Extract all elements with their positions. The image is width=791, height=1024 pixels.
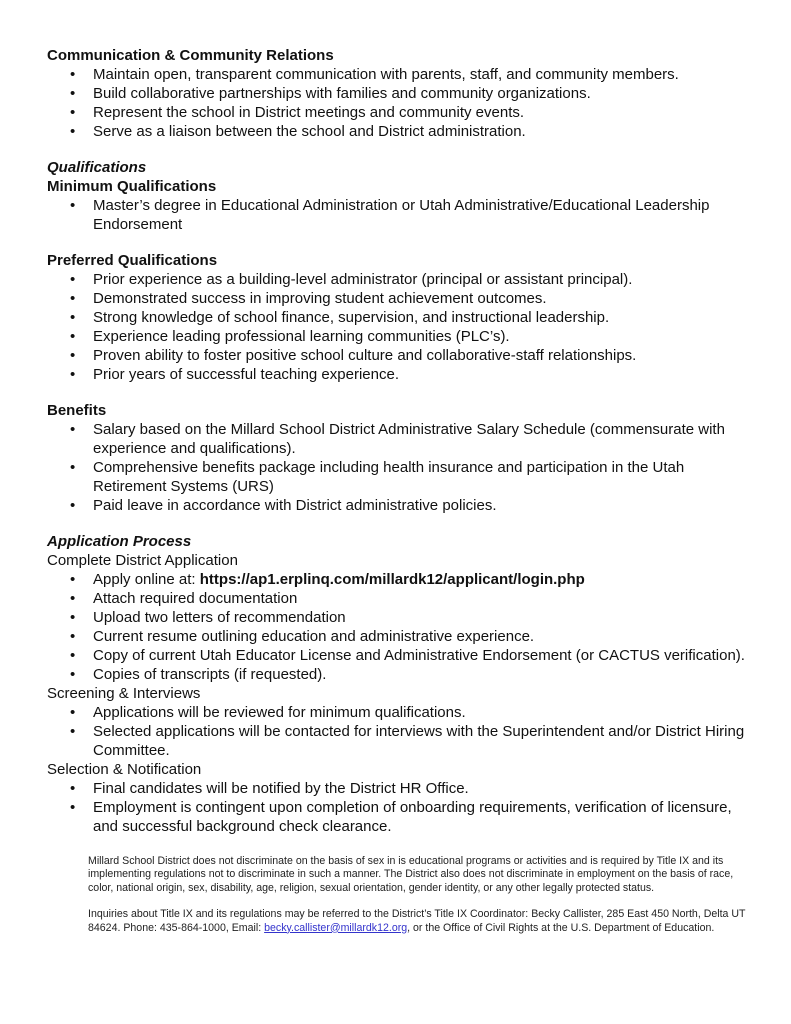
preferred-qualifications-bullet-list [47,270,746,384]
bullet-item: • Applications will be reviewed for minimum qualifications. [47,703,746,722]
section-heading-application-process: Application Process [47,533,192,550]
bullet-item: • Proven ability to foster positive school culture and collaborative-staff relationships. [47,346,746,365]
complete-application-bullet-list [47,570,746,684]
bullet-item: • Experience leading professional learning communities (PLC’s). [47,327,746,346]
title-ix-contact [88,908,746,935]
bullet-item: • Salary based on the Millard School District Administrative Salary Schedule (commensurate with experience and qualifications). [47,420,746,458]
selection-bullet-list [47,779,746,836]
bullet-item: • Comprehensive benefits package including health insurance and participation in the Utah Retirement Systems (URS) [47,458,746,496]
bullet-item-apply-online [47,570,746,589]
screening-bullet-list [47,703,746,760]
bullet-item: • Prior years of successful teaching experience. [47,365,746,384]
apply-online-label: Apply online at: [93,571,200,588]
section-heading-communication: Communication & Community Relations [47,47,334,64]
benefits-bullet-list [47,420,746,515]
bullet-item: • Strong knowledge of school finance, supervision, and instructional leadership. [47,308,746,327]
bullet-item: • Demonstrated success in improving student achievement outcomes. [47,289,746,308]
legal-footer [88,855,746,935]
section-heading-benefits: Benefits [47,402,107,419]
bullet-item: • Upload two letters of recommendation [47,608,746,627]
bullet-item: • Attach required documentation [47,589,746,608]
title-ix-contact-text: Inquiries about Title IX and its regulations may be referred to the District’s Title IX Coordinator: Becky Callister, 285 East 450 North, Delta UT 84624. Phone: 435-864-1000, Email: [88,908,746,934]
non-discrimination-notice: Millard School District does not discriminate on the basis of sex in is educational programs or activities and is required by Title IX and its implementing regulations not to discriminate in such a manner. The District also does not discriminate in employment on the basis of race, color, national origin, sex, disability, age, religion, sexual orientation, gender identity, or any other legally protected status. [88,855,734,894]
subheading-selection-notification: Selection & Notification [47,761,202,778]
subheading-screening-interviews: Screening & Interviews [47,685,201,702]
communication-bullet-list [47,65,746,141]
bullet-item: • Copies of transcripts (if requested). [47,665,746,684]
bullet-item: • Prior experience as a building-level administrator (principal or assistant principal). [47,270,746,289]
bullet-item: • Master’s degree in Educational Administration or Utah Administrative/Educational Leadership Endorsement [47,196,746,234]
application-url: https://ap1.erplinq.com/millardk12/applicant/login.php [199,571,585,588]
bullet-item: • Paid leave in accordance with District administrative policies. [47,496,746,515]
bullet-item: • Selected applications will be contacted for interviews with the Superintendent and/or District Hiring Committee. [47,722,746,760]
email-link[interactable]: becky.callister@millardk12.org [264,921,408,934]
bullet-item: • Represent the school in District meetings and community events. [47,103,746,122]
subheading-complete-district-application: Complete District Application [47,552,238,569]
title-ix-contact-text-after: , or the Office of Civil Rights at the U.S. Department of Education. [407,921,715,934]
bullet-item: • Copy of current Utah Educator License and Administrative Endorsement (or CACTUS verification). [47,646,746,665]
bullet-item: • Employment is contingent upon completion of onboarding requirements, verification of licensure, and successful background check clearance. [47,798,746,836]
bullet-item: • Current resume outlining education and administrative experience. [47,627,746,646]
minimum-qualifications-bullet-list [47,196,746,234]
section-heading-qualifications: Qualifications [47,159,147,176]
bullet-item: • Final candidates will be notified by the District HR Office. [47,779,746,798]
subsection-heading-minimum-qualifications: Minimum Qualifications [47,178,217,195]
bullet-item: • Serve as a liaison between the school and District administration. [47,122,746,141]
bullet-item: • Build collaborative partnerships with families and community organizations. [47,84,746,103]
bullet-item: • Maintain open, transparent communication with parents, staff, and community members. [47,65,746,84]
subsection-heading-preferred-qualifications: Preferred Qualifications [47,252,218,269]
